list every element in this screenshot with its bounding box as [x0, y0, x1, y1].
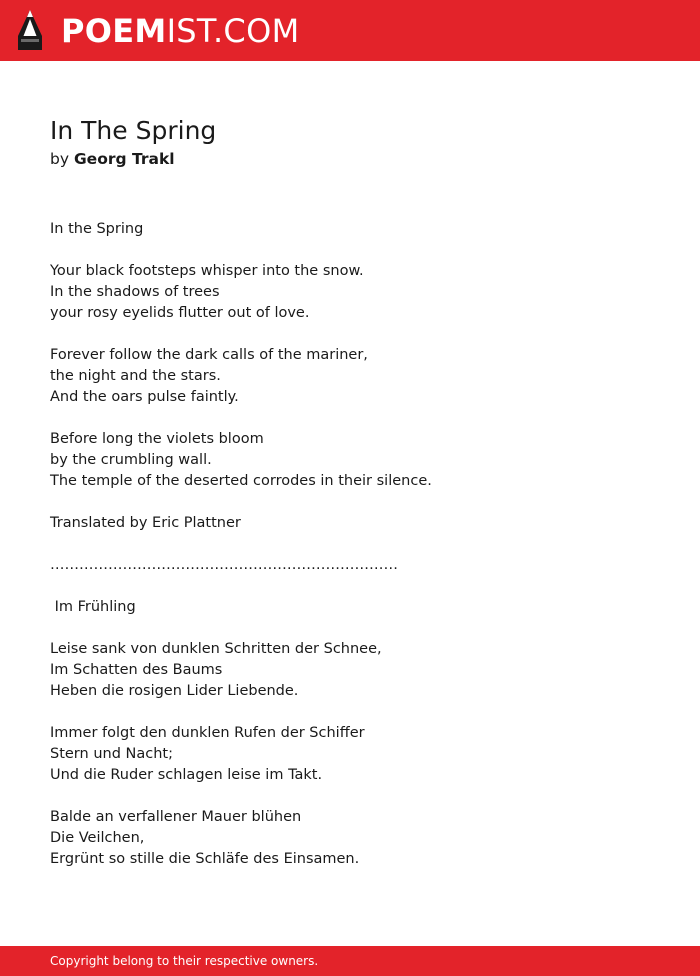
poem-body [50, 219, 650, 870]
poem-line: Translated by Eric Plattner [50, 515, 241, 531]
stanza-break [50, 534, 650, 555]
stanza-break [50, 576, 650, 597]
stanza-break [50, 240, 650, 261]
stanza-break [50, 408, 650, 429]
by-prefix: by [50, 150, 70, 168]
poem-line: In the shadows of trees [50, 284, 220, 300]
poem-line: ……………………………………………………………… [50, 557, 398, 573]
poem-line: Before long the violets bloom [50, 431, 264, 447]
site-logo[interactable] [61, 11, 299, 51]
poem-line: Immer folgt den dunklen Rufen der Schiffer [50, 725, 365, 741]
poem-line: by the crumbling wall. [50, 452, 212, 468]
stanza-break [50, 618, 650, 639]
site-footer [0, 946, 700, 976]
stanza-break [50, 492, 650, 513]
brand-rest: IST.COM [166, 12, 300, 50]
poem-line: your rosy eyelids flutter out of love. [50, 305, 310, 321]
pencil-tip-icon [17, 9, 43, 51]
site-header [0, 0, 700, 61]
poem-line: Leise sank von dunklen Schritten der Schnee, [50, 641, 382, 657]
stanza-break [50, 786, 650, 807]
poem-byline [50, 149, 175, 169]
poem-line: Your black footsteps whisper into the snow. [50, 263, 364, 279]
poem-line: And the oars pulse faintly. [50, 389, 239, 405]
stanza-break [50, 702, 650, 723]
poem-author: Georg Trakl [73, 150, 175, 168]
poem-line: Im Schatten des Baums [50, 662, 223, 678]
poem-line: Die Veilchen, [50, 830, 145, 846]
poem-line: the night and the stars. [50, 368, 221, 384]
poem-line: Ergrünt so stille die Schläfe des Einsamen. [50, 851, 360, 867]
poem-line: Balde an verfallener Mauer blühen [50, 809, 302, 825]
poem-line: The temple of the deserted corrodes in their silence. [50, 473, 432, 489]
poem-line: Und die Ruder schlagen leise im Takt. [50, 767, 323, 783]
stanza-break [50, 324, 650, 345]
poem-line: In the Spring [50, 221, 144, 237]
brand-bold: POEM [61, 12, 167, 50]
poem-line: Stern und Nacht; [50, 746, 173, 762]
poem-line: Im Frühling [50, 599, 136, 615]
poem-title: In The Spring [50, 116, 217, 145]
copyright-notice: Copyright belong to their respective owners. [50, 954, 319, 968]
poem-line: Forever follow the dark calls of the mariner, [50, 347, 368, 363]
poem-line: Heben die rosigen Lider Liebende. [50, 683, 299, 699]
